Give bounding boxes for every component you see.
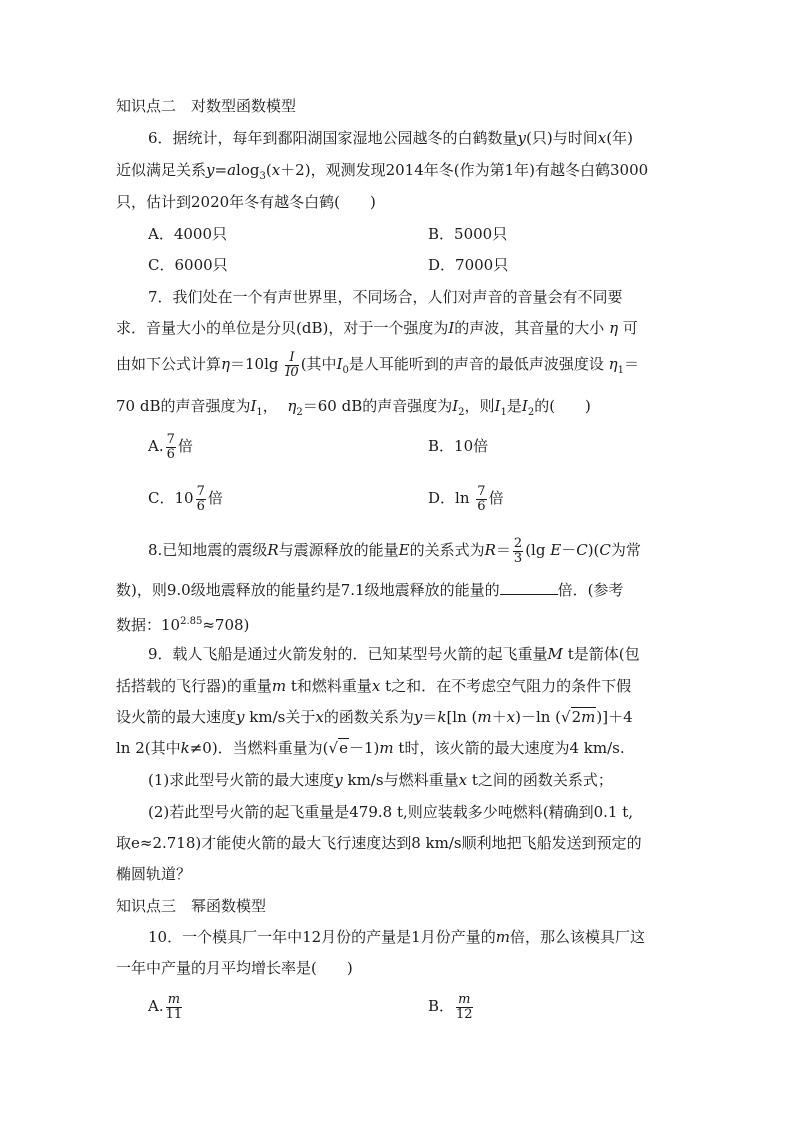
q8-line3: 数据：$10^{2.85}\approx 708$) bbox=[116, 616, 250, 634]
q6-option-c[interactable]: C．6000只 bbox=[148, 256, 228, 274]
q9-line3: 设火箭的最大速度y km/s关于x的函数关系为y＝k[ln (m＋x)－ln (√2m)]＋4 bbox=[116, 708, 633, 726]
q9-part1: (1)求此型号火箭的最大速度y km/s与燃料重量x t之间的函数关系式； bbox=[148, 771, 613, 789]
q8-line2: 数)，则9.0级地震释放的能量约是7.1级地震释放的能量的 倍．(参考 bbox=[116, 581, 624, 599]
q6-option-d[interactable]: D．7000只 bbox=[428, 256, 509, 274]
q9-line1: 9．载人飞船是通过火箭发射的．已知某型号火箭的起飞重量M t是箭体(包 bbox=[148, 645, 640, 663]
q7-line4: 70 dB的声音强度为$I_1$， $\eta_2=60$ dB的声音强度为$I_2$，则$I_1$是$I_2$的( ) bbox=[116, 397, 591, 418]
q6-line2: 近似满足关系y=alog$_3$(x＋2)，观测发现2014年冬(作为第1年)有越冬白鹤3000 bbox=[116, 161, 649, 182]
q7-option-a[interactable]: A. $\frac{7}{6}$ 倍 bbox=[148, 431, 193, 462]
q6-line3: 只，估计到2020年冬有越冬白鹤( ) bbox=[116, 193, 376, 211]
q9-line4: ln 2(其中k≠0)．当燃料重量为(√e－1)m t时，该火箭的最大速度为4 km/s. bbox=[116, 739, 625, 757]
section-title-2: 知识点二 对数型函数模型 bbox=[116, 97, 297, 115]
intensity-fraction: $\frac{I}{I0}$ bbox=[285, 349, 299, 380]
answer-blank[interactable] bbox=[500, 580, 558, 595]
q9-part2-line3: 椭圆轨道？ bbox=[116, 865, 192, 883]
q10-option-b[interactable]: B． $\frac{m}{12}$ bbox=[428, 991, 473, 1022]
q7-line3: 由如下公式计算η＝10lg $\frac{I}{I0}$ (其中$I_0$是人耳能听到的声音的最低声波强度设 $\eta_1=$ bbox=[116, 349, 640, 380]
q8-line1: 8.已知地震的震级R与震源释放的能量E的关系式为R＝ $\frac{2}{3}$ (lg E－C)(C为常 bbox=[148, 535, 641, 566]
q6-line1: 6．据统计，每年到鄱阳湖国家湿地公园越冬的白鹤数量y(只)与时间x(年) bbox=[148, 129, 633, 147]
section-title-3: 知识点三 幂函数模型 bbox=[116, 897, 267, 915]
q10-line1: 10．一个模具厂一年中12月份的产量是1月份产量的m倍，那么该模具厂这 bbox=[148, 928, 645, 946]
q7-line1: 7．我们处在一个有声世界里，不同场合，人们对声音的音量会有不同要 bbox=[148, 288, 623, 306]
q6-option-b[interactable]: B．5000只 bbox=[428, 225, 508, 243]
q6-option-a[interactable]: A．4000只 bbox=[148, 225, 228, 243]
q9-part2-line2: 取e≈2.718)才能使火箭的最大飞行速度达到8 km/s顺利地把飞船发送到预定的 bbox=[116, 834, 642, 852]
q7-option-c[interactable]: C．10 $\frac{7}{6}$ 倍 bbox=[148, 483, 223, 514]
q9-line2: 括搭载的飞行器)的重量m t和燃料重量x t之和．在不考虑空气阻力的条件下假 bbox=[116, 677, 632, 695]
q7-option-b[interactable]: B．10倍 bbox=[428, 437, 489, 455]
q9-part2-line1: (2)若此型号火箭的起飞重量是479.8 t,则应装载多少吨燃料(精确到0.1 t, bbox=[148, 803, 634, 821]
q7-line2: 求．音量大小的单位是分贝(dB)，对于一个强度为I的声波，其音量的大小 η 可 bbox=[116, 319, 638, 337]
q10-line2: 一年中产量的月平均增长率是( ) bbox=[116, 959, 353, 977]
q7-option-d[interactable]: D．ln $\frac{7}{6}$ 倍 bbox=[428, 483, 504, 514]
q10-option-a[interactable]: A. $\frac{m}{11}$ bbox=[148, 991, 183, 1022]
